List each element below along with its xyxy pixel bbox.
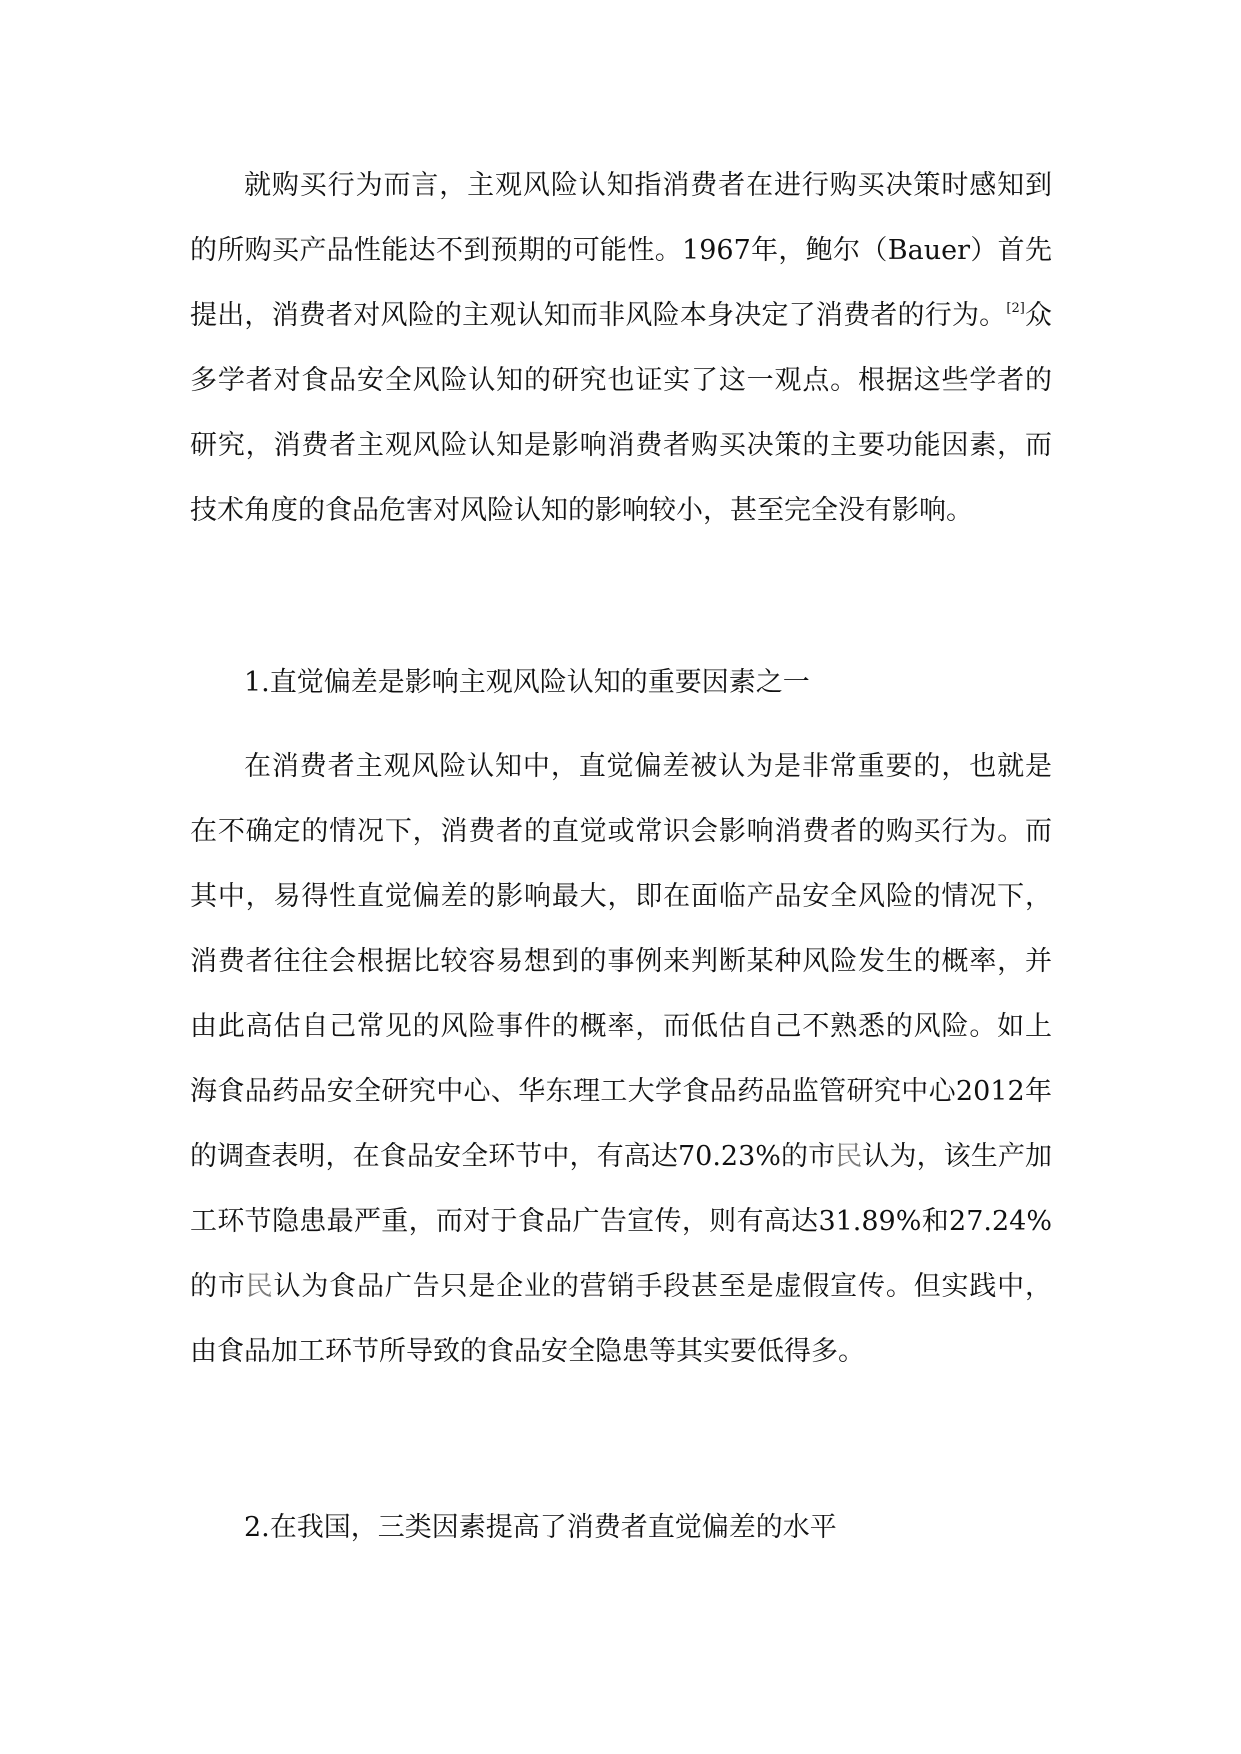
paragraph-intuition-bias [190, 734, 1052, 1384]
paragraph-text: 众多学者对食品安全风险认知的研究也证实了这一观点。根据这些学者的研究，消费者主观风险认知是影响消费者购买决策的主要功能因素，而技术角度的食品危害对风险认知的影响较小，甚至完全没有影响。 [190, 300, 1053, 526]
paragraph-text: 认为，该生产加工环节隐患最严重，而对于食品广告宣传，则有高达31.89%和27.24%的市 [190, 1141, 1053, 1302]
paragraph-text: 在消费者主观风险认知中，直觉偏差被认为是非常重要的，也就是在不确定的情况下，消费者的直觉或常识会影响消费者的购买行为。而其中，易得性直觉偏差的影响最大，即在面临产品安全风险的情况下，消费者往往会根据比较容易想到的事例来判断某种风险发生的概率，并由此高估自己常见的风险事件的概率，而低估自己不熟悉的风险。如上海食品药品安全研究中心、华东理工大学食品药品监管研究中心2012年的调查表明，在食品安全环节中，有高达70.23%的市 [190, 751, 1052, 1172]
paragraph-text: 认为食品广告只是企业的营销手段甚至是虚假宣传。但实践中，由食品加工环节所导致的食品安全隐患等其实要低得多。 [190, 1271, 1053, 1367]
paragraph-text: 就购买行为而言，主观风险认知指消费者在进行购买决策时感知到的所购买产品性能达不到预期的可能性。1967年，鲍尔（Bauer）首先提出，消费者对风险的主观认知而非风险本身决定了消费者的行为。 [190, 170, 1052, 331]
paragraph-subjective-risk [190, 153, 1052, 543]
grey-character: 民 [245, 1271, 274, 1302]
citation-marker: [2] [1006, 301, 1025, 316]
section-heading-1: 1.直觉偏差是影响主观风险认知的重要因素之一 [244, 667, 810, 698]
grey-character: 民 [835, 1141, 863, 1172]
section-heading-2: 2.在我国，三类因素提高了消费者直觉偏差的水平 [244, 1512, 837, 1543]
